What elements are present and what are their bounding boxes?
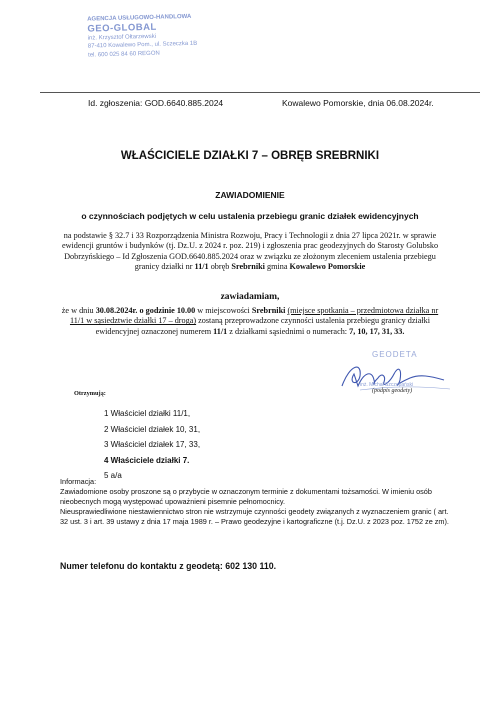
- stamp-phone: tel. 600 025 84 60 REGON: [88, 50, 160, 59]
- list-item: 3 Właściciel działek 17, 33,: [104, 440, 201, 450]
- info-paragraph: Nieusprawiedliwione niestawiennictwo stron nie wstrzymuje czynności geodety związanych z wyznaczeniem granic ( art. 32 ust. 3 i art. 39 ustawy z dnia 17 maja 1989 r. – Prawo geodezyjne i kartograficzne (t.j. Dz.U. z 2023 poz. 1752 ze zm).: [60, 507, 449, 526]
- stamp-address: 87-410 Kowalewo Pom., ul. Sczeczka 1B: [87, 41, 198, 50]
- recipients-list: [104, 406, 200, 484]
- list-item: 2 Właściciel działek 10, 31,: [104, 424, 201, 434]
- neighbor-parcels: 7, 10, 17, 31, 33.: [349, 326, 405, 336]
- header-divider: [40, 92, 480, 93]
- stamp-owner: inż. Krzysztof Ołtarzewski: [87, 33, 157, 42]
- list-item: 5 a/a: [104, 471, 122, 481]
- surveyor-signature: [320, 350, 470, 402]
- meeting-location-note: (miejsce spotkania – przedmiotowa działka nr 11/1 w sąsiedztwie działki 17 – droga): [69, 306, 439, 326]
- recipients-label: Otrzymują:: [74, 390, 106, 397]
- meeting-time: o godzinie 10.00: [139, 306, 196, 315]
- info-paragraph: Zawiadomione osoby proszone są o przybycie w oznaczonym terminie z dokumentami tożsamości. W imieniu osób nieobecnych mogą występować upoważnieni pisemnie pełnomocnicy.: [60, 487, 432, 506]
- stamp-agency: AGENCJA USŁUGOWO-HANDLOWA: [87, 13, 192, 23]
- place-date: Kowalewo Pomorskie, dnia 06.08.2024r.: [282, 98, 434, 108]
- request-id: Id. zgłoszenia: GOD.6640.885.2024: [88, 98, 224, 108]
- list-item: 1 Właściciel działki 11/1,: [104, 409, 191, 418]
- signature-engineer: inż. Michał Szczepański: [360, 382, 414, 388]
- company-stamp: [87, 12, 209, 87]
- notify-word: zawiadamiam,: [220, 292, 280, 302]
- meeting-place: Srebrniki: [251, 306, 286, 315]
- notice-subtitle: o czynnościach podjętych w celu ustalenia przebiegu granic działek ewidencyjnych: [81, 211, 419, 221]
- document-title: WŁAŚCICIELE DZIAŁKI 7 – OBRĘB SREBRNIKI: [120, 150, 380, 162]
- information-section: [60, 477, 450, 527]
- list-item: 4 Właściciele działki 7.: [104, 455, 190, 465]
- info-heading: Informacja:: [60, 477, 97, 486]
- legal-basis-paragraph: na podstawie § 32.7 i 33 Rozporządzenia Ministra Rozwoju, Pracy i Technologii z dnia 27 lipca 2021r. w sprawie ewidencji gruntów i budynków (tj. Dz.U. z 2024 r. poz. 219) i zgłoszenia prac geodezyjnych do Starosty Golubsko Dobrzyńskiego – Id Zgłoszenia GOD.6640.885.2024 oraz w związku ze złożonym zleceniem ustalenia przebiegu granicy działki nr 11/1 obręb Srebrniki gmina Kowalewo Pomorskie: [61, 231, 439, 272]
- commune-name: Kowalewo Pomorskie: [289, 262, 366, 272]
- signature-stamp-label: GEODETA: [372, 350, 418, 359]
- meeting-date: 30.08.2024r.: [95, 306, 138, 315]
- signature-caption: (podpis geodety): [372, 388, 413, 394]
- meeting-paragraph: że w dniu 30.08.2024r. o godzinie 10.00 w miejscowości Srebrniki (miejsce spotkania – przedmiotowa działka nr 11/1 w sąsiedztwie działki 17 – droga) zostaną przeprowadzone czynności ustalenia przebiegu granicy działki ewidencyjnej oznaczonej numerem 11/1 z działkami sąsiednimi o numerach: 7, 10, 17, 31, 33.: [61, 306, 439, 336]
- precinct-name: Srebrniki: [231, 262, 265, 272]
- notice-heading: ZAWIADOMIENIE: [215, 190, 285, 200]
- parcel-number: 11/1: [194, 262, 209, 272]
- contact-phone: Numer telefonu do kontaktu z geodetą: 602 130 110.: [60, 561, 277, 571]
- stamp-company-name: GEO-GLOBAL: [87, 21, 157, 35]
